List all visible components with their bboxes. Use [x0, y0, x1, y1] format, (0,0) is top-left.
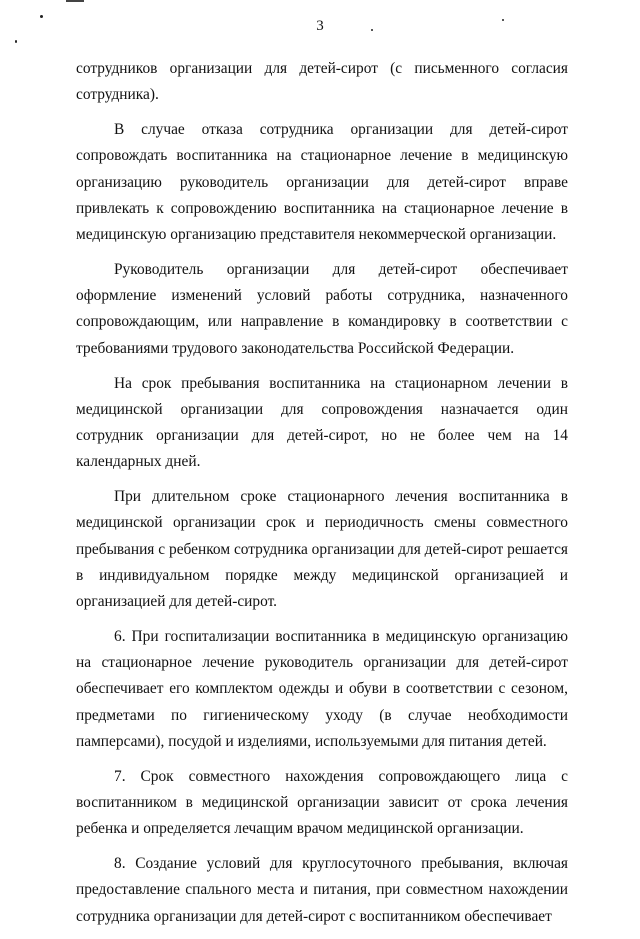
body-text — [76, 56, 568, 939]
scan-speck — [15, 40, 17, 43]
paragraph: Руководитель организации для детей-сирот обеспечивает оформление изменений условий работы сотрудника, назначенного сопровождающим, или направление в командировку в соответствии с требованиями трудового законодательства Российской Федерации. — [76, 261, 568, 357]
paragraph: 6. При госпитализации воспитанника в медицинскую организацию на стационарное лечение руководитель организации для детей-сирот обеспечивает его комплектом одежды и обуви в соответствии с сезоном, предметами по гигиеническому уходу (в случае необходимости памперсами), посудой и изделиями, используемыми для питания детей. — [76, 628, 568, 750]
page-number: 3 — [316, 18, 324, 34]
scan-artifact-line — [66, 0, 84, 2]
paragraph: 8. Создание условий для круглосуточного пребывания, включая предоставление спального места и питания, при совместном нахождении сотрудника организации для детей-сирот с воспитанником обеспечивает — [76, 855, 568, 925]
paragraph: сотрудников организации для детей-сирот (с письменного согласия сотрудника). — [76, 60, 568, 104]
paragraph: В случае отказа сотрудника организации для детей-сирот сопровождать воспитанника на стационарное лечение в медицинскую организацию руководитель организации для детей-сирот вправе привлекать к сопровождению воспитанника на стационарное лечение в медицинскую организацию представителя некоммерческой организации. — [76, 121, 568, 244]
paragraph: При длительном сроке стационарного лечения воспитанника в медицинской организации срок и периодичность смены совместного пребывания с ребенком сотрудника организации для детей-сирот решается в индивидуальном порядке между медицинской организацией и организацией для детей-сирот. — [76, 488, 568, 611]
paragraph: 7. Срок совместного нахождения сопровождающего лица с воспитанником в медицинской организации зависит от срока лечения ребенка и определяется лечащим врачом медицинской организации. — [76, 767, 568, 838]
paragraph: На срок пребывания воспитанника на стационарном лечении в медицинской организации для сопровождения назначается один сотрудник организации для детей-сирот, но не более чем на 14 календарных дней. — [76, 374, 568, 471]
